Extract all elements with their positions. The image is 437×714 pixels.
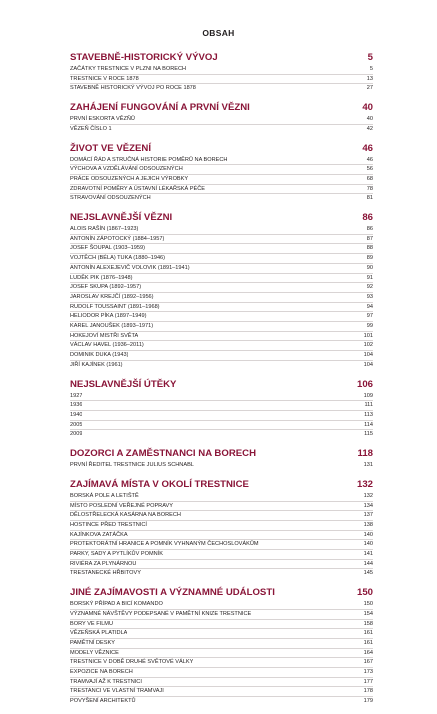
entry-title: VÁCLAV HAVEL (1936–2011) <box>70 342 144 349</box>
toc-entry[interactable] <box>70 156 373 166</box>
entry-page-number: 99 <box>366 323 373 330</box>
toc-entry[interactable] <box>70 411 373 421</box>
entry-title: BORSKÝ PŘÍPAD A BICÍ KOMANDO <box>70 601 163 608</box>
toc-entry[interactable] <box>70 521 373 531</box>
section-heading[interactable] <box>70 586 373 600</box>
section-title: NEJSLAVNĚJŠÍ VĚZNI <box>70 212 173 224</box>
entry-title: JIŘÍ KAJÍNEK (1961) <box>70 361 123 368</box>
entry-title: TRESTANCI VE VLASTNÍ TRAMVAJI <box>70 688 164 695</box>
entry-title: 1927 <box>70 392 83 399</box>
entry-title: DOMINIK DUKA (1943) <box>70 352 129 359</box>
entry-page-number: 68 <box>366 175 373 182</box>
entry-page-number: 137 <box>363 512 373 519</box>
section-heading[interactable] <box>70 51 373 65</box>
toc-entry[interactable] <box>70 235 373 245</box>
toc-entry[interactable] <box>70 312 373 322</box>
toc-entry[interactable] <box>70 600 373 610</box>
section-heading[interactable] <box>70 478 373 492</box>
entry-page-number: 154 <box>363 610 373 617</box>
section-title: ZAHÁJENÍ FUNGOVÁNÍ A PRVNÍ VĚZNI <box>70 102 250 114</box>
toc-entry[interactable] <box>70 341 373 351</box>
toc-section <box>70 478 373 578</box>
toc-section <box>70 211 373 370</box>
entry-title: LUDĚK PIK (1876–1948) <box>70 274 133 281</box>
entry-page-number: 56 <box>366 166 373 173</box>
entry-title: RUDOLF TOUSSAINT (1891–1968) <box>70 303 160 310</box>
toc-entry[interactable] <box>70 430 373 439</box>
toc-entry[interactable] <box>70 540 373 550</box>
toc-entry[interactable] <box>70 392 373 402</box>
entry-page-number: 42 <box>366 125 373 132</box>
entry-title: TRESTNICE V DOBĚ DRUHÉ SVĚTOVÉ VÁLKY <box>70 659 194 666</box>
section-title: DOZORCI A ZAMĚSTNANCI NA BORECH <box>70 448 257 460</box>
entry-page-number: 87 <box>366 235 373 242</box>
section-title: ŽIVOT VE VĚZENÍ <box>70 142 152 154</box>
toc-entry[interactable] <box>70 75 373 85</box>
toc-entry[interactable] <box>70 225 373 235</box>
entry-page-number: 5 <box>369 66 373 72</box>
entry-title: PAMĚTNÍ DESKY <box>70 639 115 646</box>
section-heading[interactable] <box>70 378 373 392</box>
toc-entry[interactable] <box>70 283 373 293</box>
toc-section <box>70 447 373 470</box>
section-page-number: 118 <box>357 448 373 460</box>
toc-entry[interactable] <box>70 421 373 431</box>
entry-page-number: 97 <box>366 313 373 320</box>
entry-title: 2005 <box>70 421 83 428</box>
entry-page-number: 178 <box>363 688 373 695</box>
section-title: NEJSLAVNĚJŠÍ ÚTĚKY <box>70 378 177 390</box>
section-title: JINÉ ZAJÍMAVOSTI A VÝZNAMNÉ UDÁLOSTI <box>70 587 275 599</box>
toc-entry[interactable] <box>70 254 373 264</box>
entry-page-number: 158 <box>363 620 373 627</box>
entry-page-number: 161 <box>363 630 373 637</box>
entry-page-number: 81 <box>366 195 373 202</box>
toc-entry[interactable] <box>70 492 373 502</box>
entry-page-number: 113 <box>364 411 373 418</box>
entry-title: EXPOZICE NA BORECH <box>70 669 133 676</box>
toc-entry[interactable] <box>70 629 373 639</box>
entry-title: VĚZEŇSKÁ PLATIDLA <box>70 630 128 637</box>
toc-entry[interactable] <box>70 264 373 274</box>
toc-entry[interactable] <box>70 361 373 370</box>
entry-title: PRVNÍ ŘEDITEL TRESTNICE JULIUS SCHNABL <box>70 462 194 469</box>
toc-entry[interactable] <box>70 668 373 678</box>
section-page-number: 132 <box>356 478 373 490</box>
toc-section <box>70 586 373 706</box>
section-page-number: 40 <box>362 102 373 114</box>
toc-entry[interactable] <box>70 550 373 560</box>
section-title: ZAJÍMAVÁ MÍSTA V OKOLÍ TRESTNICE <box>70 478 249 490</box>
entry-title: 2009 <box>70 431 83 438</box>
toc-entry[interactable] <box>70 115 373 125</box>
entry-page-number: 145 <box>363 570 373 577</box>
entry-page-number: 144 <box>363 560 373 567</box>
entry-title: KAREL JANOUŠEK (1893–1971) <box>70 323 154 330</box>
toc-entry[interactable] <box>70 244 373 254</box>
section-heading[interactable] <box>70 447 373 461</box>
toc-entry[interactable] <box>70 697 373 706</box>
entry-title: ANTONÍN ALEXEJEVIČ VOLOVIK (1891–1941) <box>70 264 190 271</box>
entry-page-number: 140 <box>363 541 373 548</box>
entry-page-number: 13 <box>366 75 373 82</box>
entry-title: MÍSTO POSLEDNÍ VEŘEJNÉ POPRAVY <box>70 502 173 509</box>
entry-title: HELIODOR PÍKA (1897–1949) <box>70 313 147 320</box>
entry-title: MODELY VĚZNICE <box>70 649 119 656</box>
toc-entry[interactable] <box>70 649 373 659</box>
toc-entry[interactable] <box>70 175 373 185</box>
entry-title: RIVIÉRA ZA PLYNÁRNOU <box>70 560 137 567</box>
entry-title: VOJTĚCH (BÉLA) TUKA (1880–1946) <box>70 255 166 262</box>
entry-title: ZAČÁTKY TRESTNICE V PLZNI NA BORECH <box>70 66 187 72</box>
entry-page-number: 102 <box>363 342 373 349</box>
entry-title: PROTEKTORÁTNÍ HRANICE A POMNÍK VYHNANÝM ČECHOSLOVÁKŮM <box>70 541 259 548</box>
entry-page-number: 132 <box>363 492 373 499</box>
toc-section <box>70 142 373 204</box>
entry-title: POVYŠENÍ ARCHITEKTŮ <box>70 698 136 705</box>
page-title: OBSAH <box>202 28 235 38</box>
entry-page-number: 104 <box>363 352 373 359</box>
entry-page-number: 46 <box>366 156 373 163</box>
toc-entry[interactable] <box>70 569 373 578</box>
section-title: STAVEBNĚ-HISTORICKÝ VÝVOJ <box>70 52 218 63</box>
section-page-number: 106 <box>356 378 373 390</box>
toc-entry[interactable] <box>70 351 373 361</box>
section-heading[interactable] <box>70 101 373 115</box>
section-page-number: 150 <box>356 587 373 599</box>
entry-title: VÝCHOVA A VZDĚLÁVÁNÍ ODSOUZENÝCH <box>70 166 183 173</box>
section-page-number: 5 <box>367 52 373 63</box>
toc-entry[interactable] <box>70 84 373 93</box>
entry-title: TRAMVAJÍ AŽ K TRESTNICI <box>70 678 142 685</box>
entry-title: HOSTINCE PŘED TRESTNICÍ <box>70 521 147 528</box>
entry-title: TRESTNICE V ROCE 1878 <box>70 75 139 82</box>
toc-entry[interactable] <box>70 461 373 470</box>
toc-section <box>70 101 373 133</box>
entry-title: ALOIS RAŠÍN (1867–1923) <box>70 226 139 233</box>
toc-entry[interactable] <box>70 610 373 620</box>
entry-page-number: 109 <box>363 392 373 399</box>
entry-page-number: 173 <box>363 669 373 676</box>
table-of-contents <box>70 51 373 714</box>
entry-page-number: 90 <box>366 264 373 271</box>
entry-title: PRÁCE ODSOUZENÝCH A JEJICH VÝROBKY <box>70 175 189 182</box>
entry-title: PARKY, SADY A PYTLÍKŮV POMNÍK <box>70 551 163 558</box>
entry-title: JOSEF SKUPA (1892–1957) <box>70 284 142 291</box>
toc-section <box>70 378 373 440</box>
entry-page-number: 27 <box>366 85 373 92</box>
entry-title: PRVNÍ ESKORTA VĚZŇŮ <box>70 116 135 123</box>
entry-page-number: 114 <box>364 421 373 428</box>
toc-entry[interactable] <box>70 639 373 649</box>
toc-entry[interactable] <box>70 194 373 203</box>
entry-title: HOKEJOVÍ MISTŘI SVĚTA <box>70 332 139 339</box>
entry-page-number: 86 <box>366 226 373 233</box>
toc-entry[interactable] <box>70 322 373 332</box>
toc-entry[interactable] <box>70 125 373 134</box>
entry-title: KAJÍNKOVA ZATÁČKA <box>70 531 128 538</box>
entry-title: JOSEF ŠOUPAL (1903–1959) <box>70 245 145 252</box>
entry-title: JAROSLAV KREJČÍ (1892–1956) <box>70 293 154 300</box>
toc-section <box>70 51 373 93</box>
entry-title: VĚZEŇ ČÍSLO 1 <box>70 125 112 132</box>
entry-page-number: 93 <box>366 293 373 300</box>
section-heading[interactable] <box>70 211 373 225</box>
entry-page-number: 94 <box>366 303 373 310</box>
entry-page-number: 161 <box>363 639 373 646</box>
entry-page-number: 92 <box>366 284 373 291</box>
entry-page-number: 131 <box>363 462 373 469</box>
entry-title: STRAVOVÁNÍ ODSOUZENÝCH <box>70 195 151 202</box>
entry-title: VÝZNAMNÉ NÁVŠTĚVY PODEPSANÉ V PAMĚTNÍ KNIZE TRESTNICE <box>70 610 252 617</box>
entry-page-number: 141 <box>363 551 373 558</box>
toc-entry[interactable] <box>70 658 373 668</box>
entry-title: TRESTANECKÉ HŘBITOVY <box>70 570 141 577</box>
toc-entry[interactable] <box>70 274 373 284</box>
section-page-number: 46 <box>362 142 373 154</box>
entry-title: ZDRAVOTNÍ POMĚRY A ÚSTAVNÍ LÉKAŘSKÁ PÉČE <box>70 185 206 192</box>
toc-entry[interactable] <box>70 332 373 342</box>
entry-page-number: 101 <box>363 332 373 339</box>
entry-page-number: 91 <box>366 274 373 281</box>
entry-page-number: 140 <box>363 531 373 538</box>
toc-entry[interactable] <box>70 165 373 175</box>
entry-title: STAVEBNĚ HISTORICKÝ VÝVOJ PO ROCE 1878 <box>70 85 196 92</box>
entry-page-number: 134 <box>363 502 373 509</box>
entry-page-number: 138 <box>363 521 373 528</box>
entry-page-number: 167 <box>363 659 373 666</box>
toc-entry[interactable] <box>70 65 373 75</box>
entry-title: 1940 <box>70 411 83 418</box>
entry-title: DĚLOSTŘELECKÁ KASÁRNA NA BORECH <box>70 512 181 519</box>
entry-page-number: 179 <box>363 698 373 705</box>
toc-entry[interactable] <box>70 401 373 411</box>
entry-page-number: 111 <box>364 402 373 409</box>
entry-page-number: 104 <box>363 361 373 368</box>
section-heading[interactable] <box>70 142 373 156</box>
toc-entry[interactable] <box>70 303 373 313</box>
entry-page-number: 177 <box>363 678 373 685</box>
entry-title: DOMÁCÍ ŘÁD A STRUČNÁ HISTORIE POMĚRŮ NA BORECH <box>70 156 228 163</box>
entry-title: ANTONÍN ZÁPOTOCKÝ (1884–1957) <box>70 235 165 242</box>
toc-entry[interactable] <box>70 185 373 195</box>
entry-title: BORY VE FILMU <box>70 620 114 627</box>
entry-page-number: 88 <box>366 245 373 252</box>
toc-entry[interactable] <box>70 502 373 512</box>
entry-title: BORSKÁ POLE A LETIŠTĚ <box>70 492 139 499</box>
toc-entry[interactable] <box>70 531 373 541</box>
entry-page-number: 40 <box>366 116 373 123</box>
toc-entry[interactable] <box>70 687 373 697</box>
entry-page-number: 150 <box>363 601 373 608</box>
toc-entry[interactable] <box>70 620 373 630</box>
toc-entry[interactable] <box>70 293 373 303</box>
entry-page-number: 89 <box>366 255 373 262</box>
entry-page-number: 164 <box>363 649 373 656</box>
section-page-number: 86 <box>362 212 373 224</box>
toc-entry[interactable] <box>70 560 373 570</box>
toc-entry[interactable] <box>70 511 373 521</box>
toc-entry[interactable] <box>70 678 373 688</box>
entry-page-number: 78 <box>366 185 373 192</box>
entry-title: 1936 <box>70 402 83 409</box>
entry-page-number: 115 <box>364 431 373 438</box>
